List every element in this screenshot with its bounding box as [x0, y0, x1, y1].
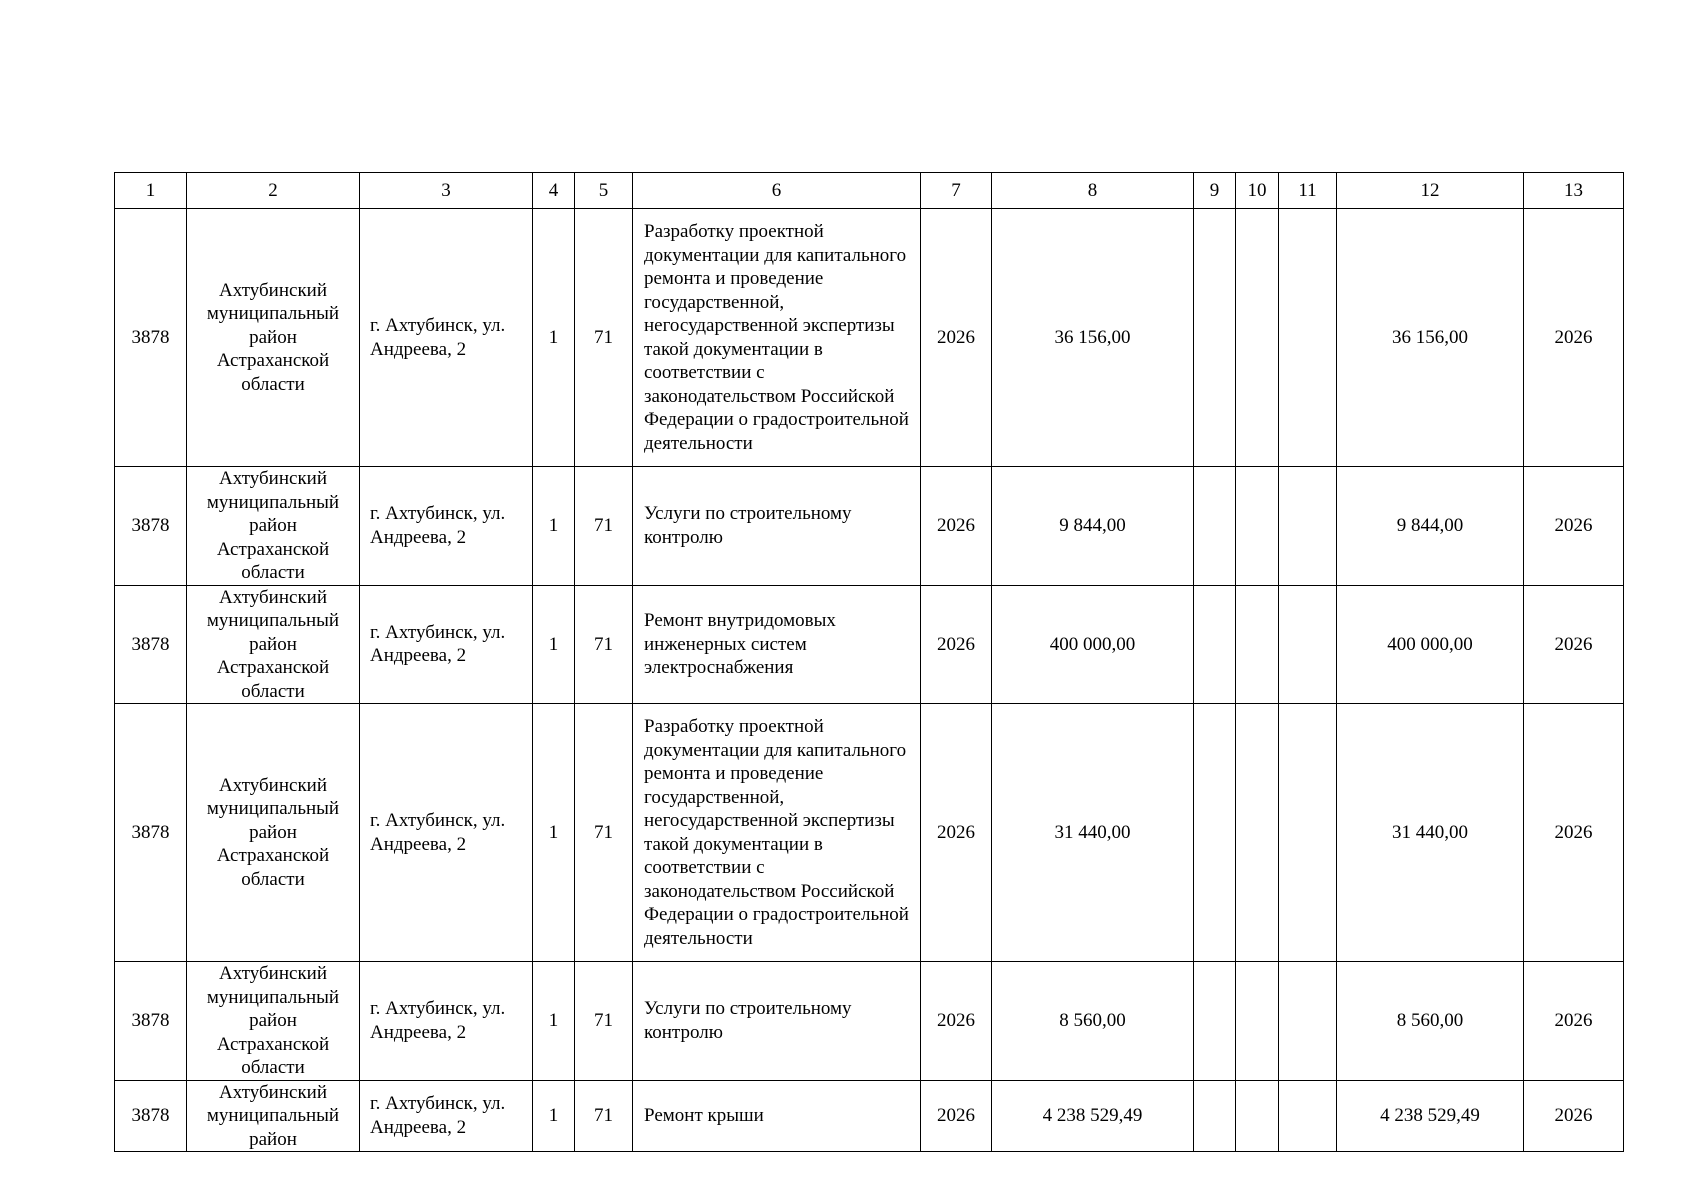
municipality-cell: Ахтубинский муниципальный район Астраханской области — [187, 962, 360, 1081]
table-row — [115, 962, 1624, 1081]
registry-number-cell: 3878 — [115, 704, 187, 962]
work-type-cell: Услуги по строительному контролю — [633, 467, 921, 586]
year-cell: 2026 — [921, 704, 992, 962]
col4-cell: 1 — [533, 962, 575, 1081]
year-cell: 2026 — [921, 962, 992, 1081]
column-number: 8 — [992, 173, 1194, 209]
col5-cell: 71 — [575, 585, 633, 704]
year-cell: 2026 — [921, 209, 992, 467]
municipality-cell: Ахтубинский муниципальный район Астраханской области — [187, 467, 360, 586]
column-number: 13 — [1524, 173, 1624, 209]
col9-cell — [1194, 467, 1236, 586]
col4-cell: 1 — [533, 1080, 575, 1152]
table-row — [115, 1080, 1624, 1152]
column-number: 11 — [1279, 173, 1337, 209]
column-number: 7 — [921, 173, 992, 209]
completion-year-cell: 2026 — [1524, 1080, 1624, 1152]
col10-cell — [1236, 1080, 1279, 1152]
col11-cell — [1279, 467, 1337, 586]
registry-number-cell: 3878 — [115, 1080, 187, 1152]
address-cell: г. Ахтубинск, ул. Андреева, 2 — [360, 704, 533, 962]
funding-cell: 400 000,00 — [1337, 585, 1524, 704]
table-row — [115, 704, 1624, 962]
funding-cell: 31 440,00 — [1337, 704, 1524, 962]
year-cell: 2026 — [921, 585, 992, 704]
column-number: 9 — [1194, 173, 1236, 209]
col9-cell — [1194, 962, 1236, 1081]
table-row — [115, 585, 1624, 704]
registry-number-cell: 3878 — [115, 209, 187, 467]
registry-number-cell: 3878 — [115, 585, 187, 704]
capital-repair-table — [114, 172, 1624, 1152]
work-type-cell: Разработку проектной документации для капитального ремонта и проведение государственной, негосударственной экспертизы такой документации в соответствии с законодательством Российской Федерации о градостроительной деятельности — [633, 209, 921, 467]
funding-cell: 8 560,00 — [1337, 962, 1524, 1081]
col9-cell — [1194, 585, 1236, 704]
column-number: 2 — [187, 173, 360, 209]
municipality-cell: Ахтубинский муниципальный район Астраханской области — [187, 704, 360, 962]
completion-year-cell: 2026 — [1524, 962, 1624, 1081]
year-cell: 2026 — [921, 1080, 992, 1152]
col11-cell — [1279, 209, 1337, 467]
col4-cell: 1 — [533, 704, 575, 962]
cost-cell: 400 000,00 — [992, 585, 1194, 704]
col5-cell: 71 — [575, 467, 633, 586]
cost-cell: 36 156,00 — [992, 209, 1194, 467]
table-row — [115, 209, 1624, 467]
col4-cell: 1 — [533, 467, 575, 586]
column-number: 12 — [1337, 173, 1524, 209]
col10-cell — [1236, 585, 1279, 704]
registry-number-cell: 3878 — [115, 467, 187, 586]
col4-cell: 1 — [533, 585, 575, 704]
completion-year-cell: 2026 — [1524, 585, 1624, 704]
col4-cell: 1 — [533, 209, 575, 467]
col10-cell — [1236, 704, 1279, 962]
col10-cell — [1236, 467, 1279, 586]
address-cell: г. Ахтубинск, ул. Андреева, 2 — [360, 1080, 533, 1152]
column-number-row — [115, 173, 1624, 209]
municipality-cell: Ахтубинский муниципальный район Астраханской области — [187, 209, 360, 467]
cost-cell: 9 844,00 — [992, 467, 1194, 586]
funding-cell: 9 844,00 — [1337, 467, 1524, 586]
address-cell: г. Ахтубинск, ул. Андреева, 2 — [360, 585, 533, 704]
col10-cell — [1236, 209, 1279, 467]
column-number: 1 — [115, 173, 187, 209]
col11-cell — [1279, 704, 1337, 962]
address-cell: г. Ахтубинск, ул. Андреева, 2 — [360, 962, 533, 1081]
col11-cell — [1279, 1080, 1337, 1152]
funding-cell: 36 156,00 — [1337, 209, 1524, 467]
municipality-cell: Ахтубинский муниципальный район — [187, 1080, 360, 1152]
cost-cell: 4 238 529,49 — [992, 1080, 1194, 1152]
cost-cell: 8 560,00 — [992, 962, 1194, 1081]
col9-cell — [1194, 1080, 1236, 1152]
cost-cell: 31 440,00 — [992, 704, 1194, 962]
column-number: 5 — [575, 173, 633, 209]
work-type-cell: Разработку проектной документации для капитального ремонта и проведение государственной, негосударственной экспертизы такой документации в соответствии с законодательством Российской Федерации о градостроительной деятельности — [633, 704, 921, 962]
column-number: 10 — [1236, 173, 1279, 209]
completion-year-cell: 2026 — [1524, 704, 1624, 962]
column-number: 6 — [633, 173, 921, 209]
col9-cell — [1194, 704, 1236, 962]
registry-number-cell: 3878 — [115, 962, 187, 1081]
col11-cell — [1279, 962, 1337, 1081]
address-cell: г. Ахтубинск, ул. Андреева, 2 — [360, 209, 533, 467]
col5-cell: 71 — [575, 704, 633, 962]
completion-year-cell: 2026 — [1524, 209, 1624, 467]
table-row — [115, 467, 1624, 586]
work-type-cell: Услуги по строительному контролю — [633, 962, 921, 1081]
col10-cell — [1236, 962, 1279, 1081]
col5-cell: 71 — [575, 962, 633, 1081]
column-number: 3 — [360, 173, 533, 209]
col5-cell: 71 — [575, 1080, 633, 1152]
completion-year-cell: 2026 — [1524, 467, 1624, 586]
funding-cell: 4 238 529,49 — [1337, 1080, 1524, 1152]
work-type-cell: Ремонт крыши — [633, 1080, 921, 1152]
col5-cell: 71 — [575, 209, 633, 467]
col9-cell — [1194, 209, 1236, 467]
year-cell: 2026 — [921, 467, 992, 586]
municipality-cell: Ахтубинский муниципальный район Астраханской области — [187, 585, 360, 704]
work-type-cell: Ремонт внутридомовых инженерных систем электроснабжения — [633, 585, 921, 704]
column-number: 4 — [533, 173, 575, 209]
address-cell: г. Ахтубинск, ул. Андреева, 2 — [360, 467, 533, 586]
col11-cell — [1279, 585, 1337, 704]
